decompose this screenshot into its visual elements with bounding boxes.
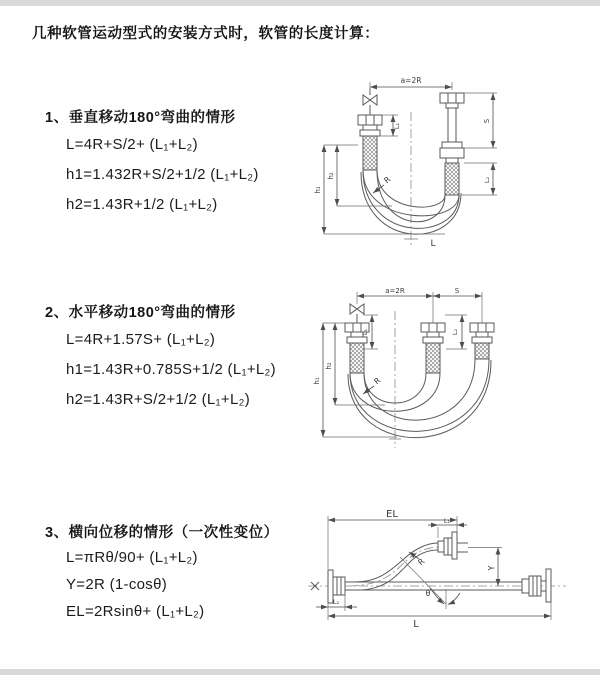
dim-label-h1: h₁ <box>314 186 322 194</box>
dim-label-a2r: a=2R <box>385 287 405 295</box>
diagram-horizontal-180-bend <box>305 283 570 463</box>
left-fitting <box>358 115 382 170</box>
section-1-formula-h2: h2=1.43R+1/2 (L₁+L₂) <box>66 196 218 213</box>
valve-icon <box>350 304 364 323</box>
hose-curves <box>348 359 491 438</box>
section-3-formula-L: L=πRθ/90+ (L₁+L₂) <box>66 549 198 566</box>
dimension-a2r <box>357 287 482 323</box>
dim-label-L: L <box>430 239 436 249</box>
section-3-formula-Y: Y=2R (1-cosθ) <box>66 576 168 593</box>
dimension-L2 <box>461 163 497 195</box>
dim-label-R: R <box>372 375 383 387</box>
scan-edge-bottom <box>0 669 600 675</box>
dimension-S <box>464 93 497 148</box>
dim-label-L1: L₁ <box>443 517 451 525</box>
section-2-formula-h2: h2=1.43R+S/2+1/2 (L₁+L₂) <box>66 391 251 408</box>
section-1-heading: 1、垂直移动180°弯曲的情形 <box>45 110 236 126</box>
section-1-formula-L: L=4R+S/2+ (L₁+L₂) <box>66 136 198 153</box>
diagram-vertical-180-bend <box>300 68 540 263</box>
dim-label-L1: L₁ <box>361 328 369 336</box>
right-fitting <box>470 323 494 359</box>
right-upper-fitting <box>438 532 468 559</box>
dimension-EL <box>328 509 457 569</box>
dim-label-a2r: a=2R <box>400 76 422 85</box>
dimension-L <box>328 602 551 630</box>
right-lower-fitting <box>522 569 551 602</box>
dim-label-L2: L₂ <box>332 598 340 606</box>
dim-label-L: L <box>413 619 419 630</box>
scan-edge-top <box>0 0 600 6</box>
dim-label-S: S <box>483 118 491 124</box>
middle-fitting <box>421 323 445 373</box>
section-2-heading: 2、水平移动180°弯曲的情形 <box>45 305 236 321</box>
dim-label-h1: h₁ <box>313 377 321 385</box>
dimension-L2 <box>445 315 467 349</box>
centerline <box>404 112 418 246</box>
document-title: 几种软管运动型式的安装方式时，软管的长度计算： <box>32 26 380 42</box>
right-fitting <box>440 93 464 195</box>
dim-label-L1: L₁ <box>393 122 401 130</box>
dim-label-L2: L₂ <box>483 176 491 184</box>
dimension-Y <box>468 548 502 587</box>
section-2-formula-L: L=4R+1.57S+ (L₁+L₂) <box>66 331 216 348</box>
dimension-L2 <box>316 593 357 611</box>
dim-label-R: R <box>382 174 393 186</box>
braided-hose-section <box>363 136 377 170</box>
diagram-lateral-displacement <box>300 505 580 650</box>
section-3-heading: 3、横向位移的情形（一次性变位） <box>45 525 279 541</box>
braided-hose-section <box>445 163 459 195</box>
angle-construction <box>400 557 460 609</box>
dim-label-EL: EL <box>386 509 398 520</box>
dim-label-Y: Y <box>487 565 496 571</box>
dim-label-L2: L₂ <box>451 328 459 336</box>
dimension-a2r <box>370 76 452 92</box>
dim-label-R: R <box>416 556 427 568</box>
dimension-S <box>433 287 482 296</box>
dim-label-h2: h₂ <box>325 362 333 370</box>
radius-callout <box>409 552 427 567</box>
valve-icon <box>363 88 377 115</box>
section-3-formula-EL: EL=2Rsinθ+ (L₁+L₂) <box>66 603 205 620</box>
dim-label-theta: θ <box>425 589 431 598</box>
curved-hose-position <box>350 543 450 590</box>
dim-label-S: S <box>454 287 460 295</box>
section-2-formula-h1: h1=1.43R+0.785S+1/2 (L₁+L₂) <box>66 361 276 378</box>
section-1-formula-h1: h1=1.432R+S/2+1/2 (L₁+L₂) <box>66 166 259 183</box>
dim-label-h2: h₂ <box>327 172 335 180</box>
